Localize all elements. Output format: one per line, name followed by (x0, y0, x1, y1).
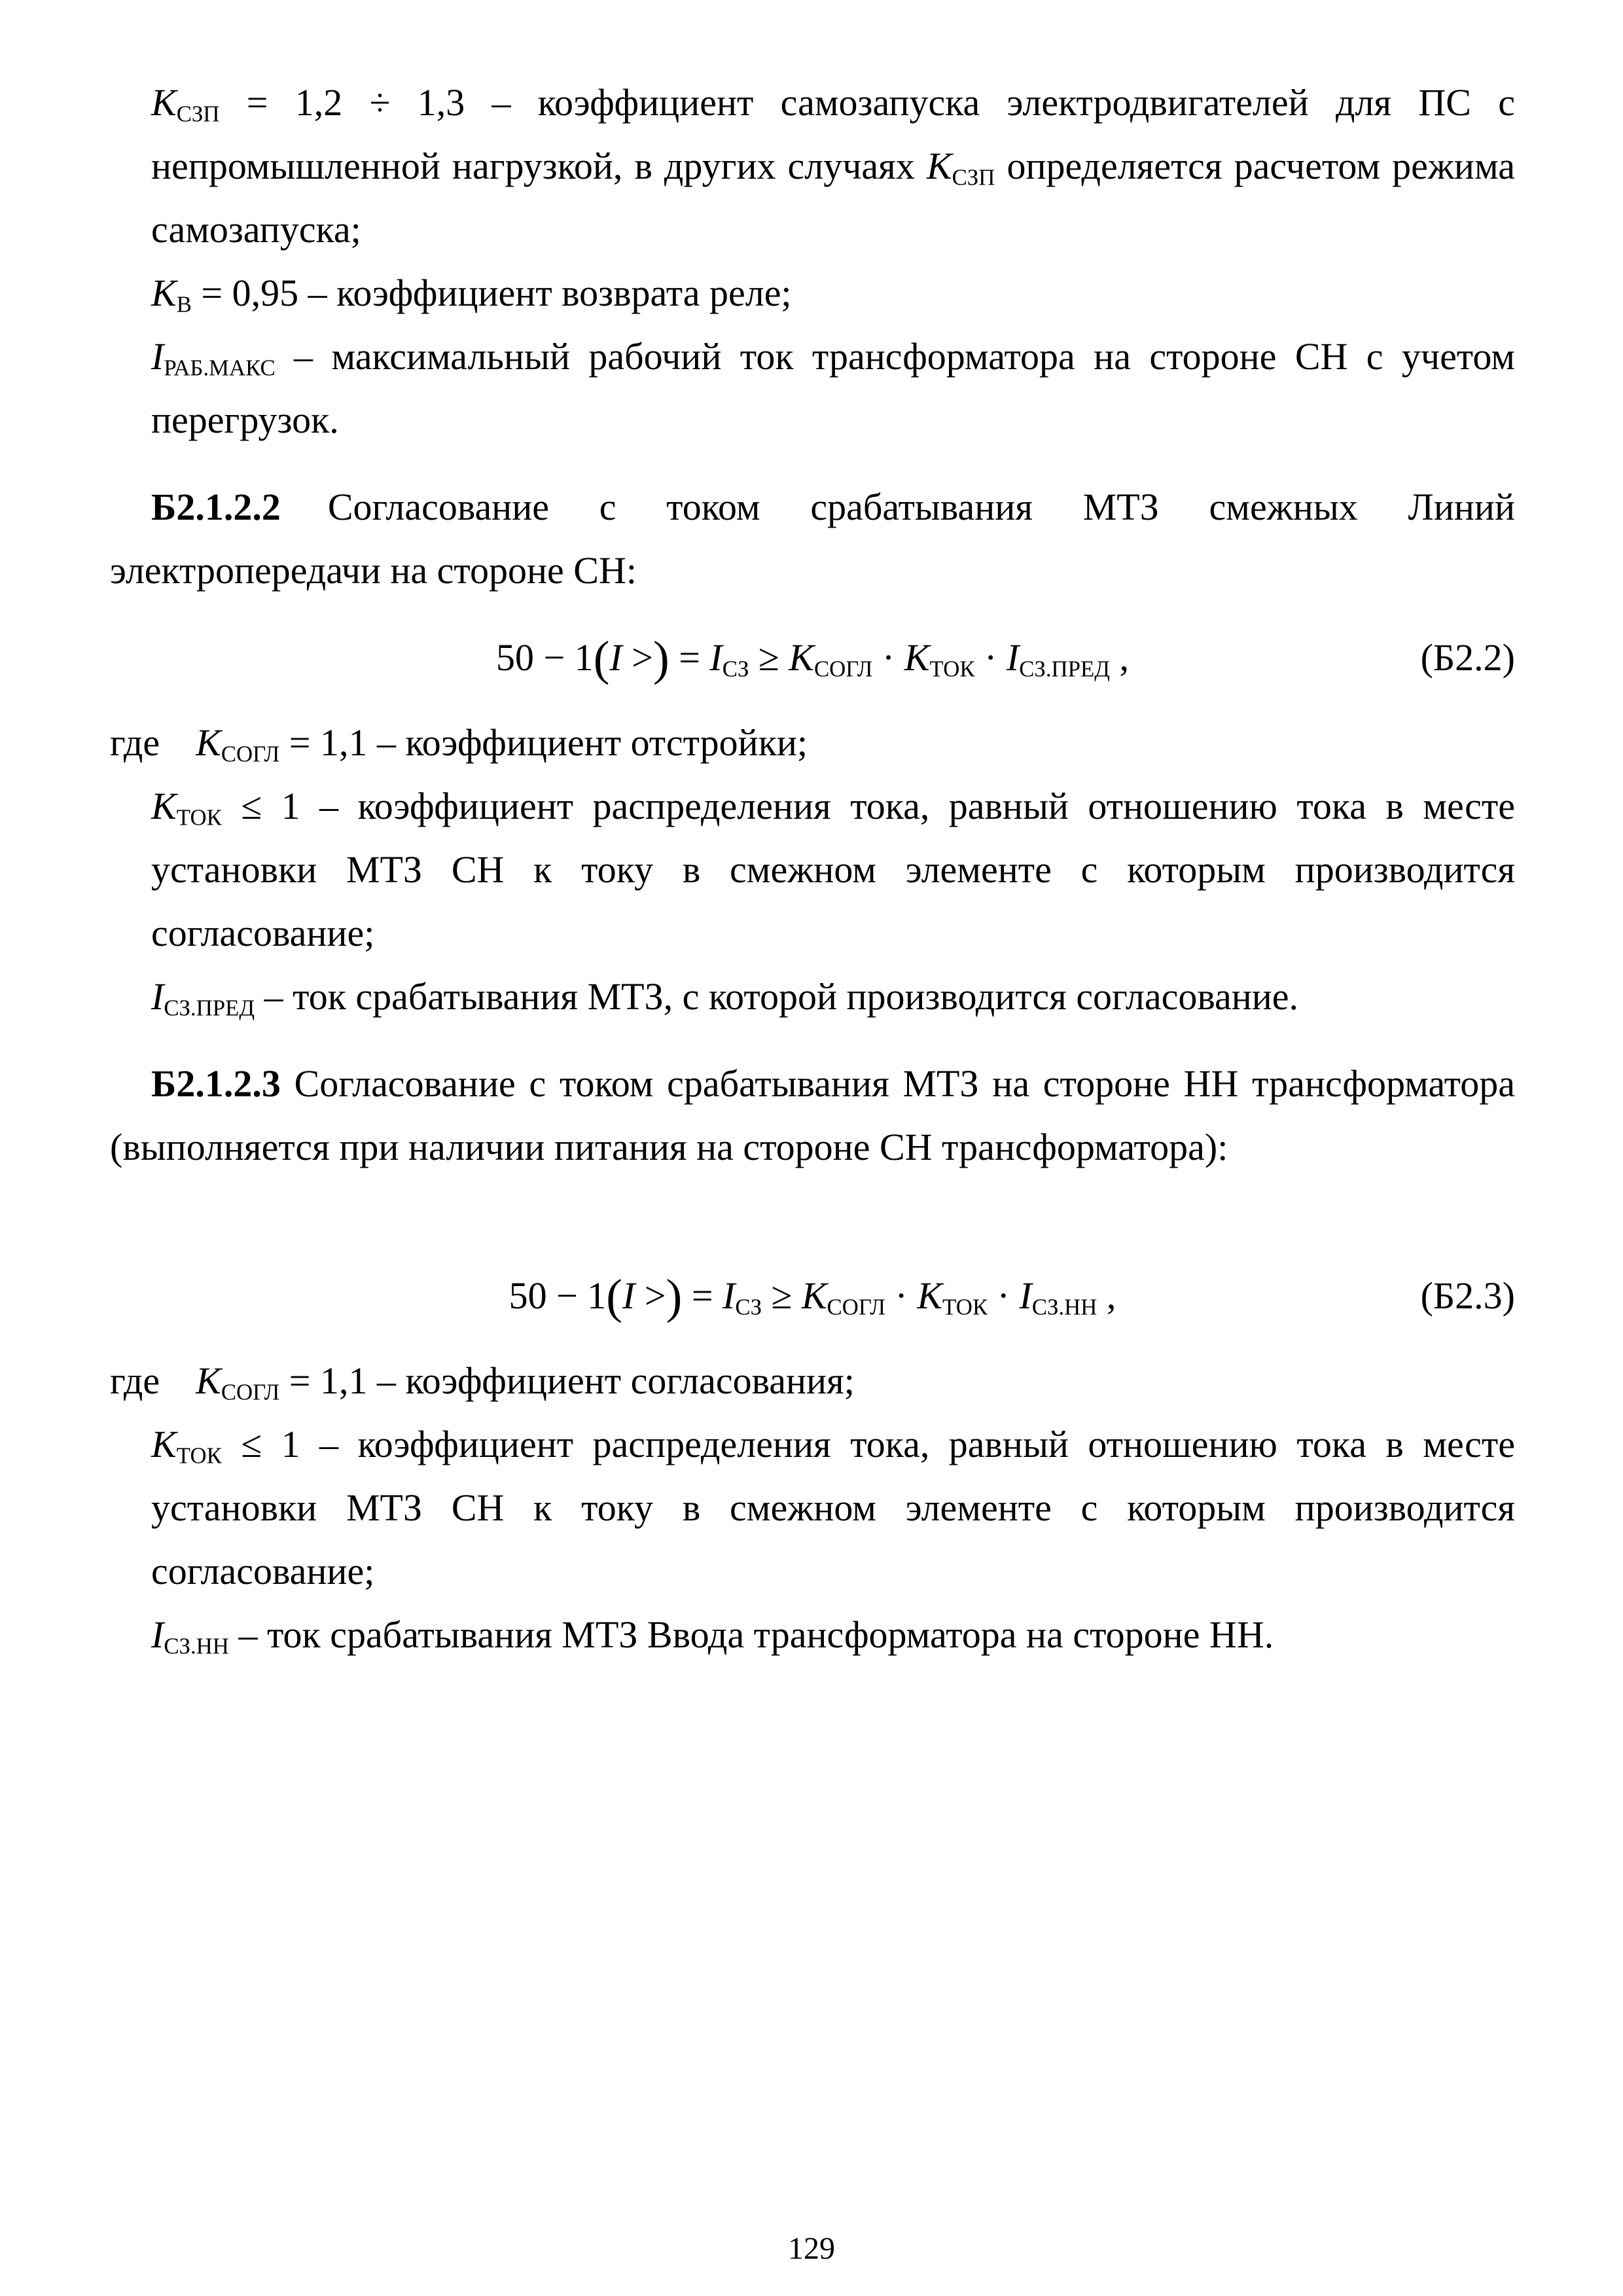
paragraph (151, 325, 1515, 452)
equation-number: (Б2.2) (1420, 636, 1515, 679)
subscript: СОГЛ (221, 741, 280, 767)
paren: ) (652, 632, 669, 686)
text-run: > (622, 636, 653, 679)
text-run: ≤ 1 – коэффициент распределения тока, равный отношению тока в месте установки МТЗ СН к току в смежном элементе с которым производится согласование; (151, 785, 1515, 954)
subscript: ТОК (929, 656, 975, 682)
subscript: СЗ.ПРЕД (1019, 656, 1111, 682)
math-var: K (789, 636, 814, 679)
subscript: ТОК (176, 1443, 222, 1469)
math-var: I (151, 335, 164, 378)
text-run: · (885, 1274, 918, 1317)
paragraph (151, 261, 1515, 325)
math-var: K (917, 1274, 943, 1317)
math-var: I (609, 636, 622, 679)
equation-body (508, 1270, 1116, 1324)
text-run: = 1,1 – коэффициент согласования; (279, 1359, 855, 1402)
subscript: СЗ.НН (164, 1633, 229, 1659)
text-run: ≤ 1 – коэффициент распределения тока, равный отношению тока в месте установки МТЗ СН к току в смежном элементе с которым производится согласование; (151, 1423, 1515, 1592)
math-var: I (722, 1274, 736, 1317)
text-run: 50 − 1 (495, 636, 594, 679)
equation (110, 1264, 1515, 1327)
text-run: = 1,2 ÷ 1,3 – коэффициент самозапуска электродвигателей для ПС с непромышленной нагрузкой, в других случаях (151, 81, 1515, 187)
math-var: K (151, 272, 177, 314)
paragraph (151, 71, 1515, 261)
section-number: Б2.1.2.2 (151, 486, 281, 528)
paragraph (151, 774, 1515, 965)
text-run: , (1097, 1274, 1116, 1317)
paragraph (110, 1349, 1515, 1412)
paragraph (110, 475, 1515, 602)
paragraph (110, 711, 1515, 774)
equation-body (495, 632, 1130, 686)
text-run: Согласование с током срабатывания МТЗ смежных Линий электропередачи на стороне СН: (110, 486, 1515, 592)
subscript: В (176, 291, 192, 317)
text-run: = (669, 636, 710, 679)
text-run: – ток срабатывания МТЗ Ввода трансформатора на стороне НН. (228, 1613, 1274, 1656)
math-var: I (151, 1613, 164, 1656)
equation-number: (Б2.3) (1420, 1274, 1515, 1317)
subscript: СОГЛ (813, 656, 873, 682)
subscript: СОГЛ (827, 1294, 885, 1320)
paragraph (151, 965, 1515, 1028)
math-var: K (151, 785, 177, 827)
text-run: = 0,95 – коэффициент возврата реле; (191, 272, 792, 314)
text-run: ≥ (749, 636, 789, 679)
text-run: где (110, 721, 160, 764)
page-number: 129 (788, 2231, 835, 2266)
math-var: I (1006, 636, 1020, 679)
math-var: I (622, 1274, 635, 1317)
text-run: · (974, 636, 1007, 679)
subscript: ТОК (176, 804, 222, 831)
math-var: I (1019, 1274, 1032, 1317)
section-number: Б2.1.2.3 (151, 1062, 281, 1105)
text-run: > (635, 1274, 666, 1317)
text-run: 50 − 1 (508, 1274, 607, 1317)
text-run: , (1110, 636, 1130, 679)
text-run: = 1,1 – коэффициент отстройки; (279, 721, 808, 764)
subscript: СОГЛ (221, 1379, 280, 1405)
math-var: I (709, 636, 722, 679)
math-var: K (904, 636, 930, 679)
equation (110, 626, 1515, 689)
subscript: ТОК (942, 1294, 988, 1320)
text-run: = (682, 1274, 723, 1317)
subscript: СЗ (735, 1294, 762, 1320)
text-run: · (988, 1274, 1020, 1317)
math-var: K (926, 145, 952, 187)
text-run: Согласование с током срабатывания МТЗ на стороне НН трансформатора (выполняется при наличии питания на стороне СН трансформатора): (110, 1062, 1515, 1168)
paragraph (151, 1412, 1515, 1603)
text-run: определяется расчетом режима самозапуска; (151, 145, 1515, 251)
paragraph (151, 1603, 1515, 1666)
math-var: K (801, 1274, 827, 1317)
math-var: K (151, 81, 177, 124)
math-var: K (196, 721, 221, 764)
subscript: СЗП (176, 101, 220, 127)
subscript: СЗ.НН (1031, 1294, 1097, 1320)
page-footer (0, 2233, 1623, 2265)
subscript: СЗ.ПРЕД (164, 995, 255, 1021)
paren: ) (666, 1270, 683, 1324)
subscript: СЗ (722, 656, 749, 682)
math-var: K (196, 1359, 221, 1402)
text-run: ≥ (762, 1274, 802, 1317)
paren: ( (606, 1270, 623, 1324)
subscript: РАБ.МАКС (164, 355, 276, 381)
text-run: · (872, 636, 904, 679)
text-run: – ток срабатывания МТЗ, с которой производится согласование. (255, 975, 1299, 1018)
text-run: где (110, 1359, 160, 1402)
subscript: СЗП (952, 164, 995, 190)
paragraph (110, 1052, 1515, 1179)
tab-space (281, 519, 328, 520)
text-run: – максимальный рабочий ток трансформатора на стороне СН с учетом перегрузок. (151, 335, 1515, 441)
paren: ( (593, 632, 610, 686)
math-var: I (151, 975, 164, 1018)
math-var: K (151, 1423, 177, 1465)
